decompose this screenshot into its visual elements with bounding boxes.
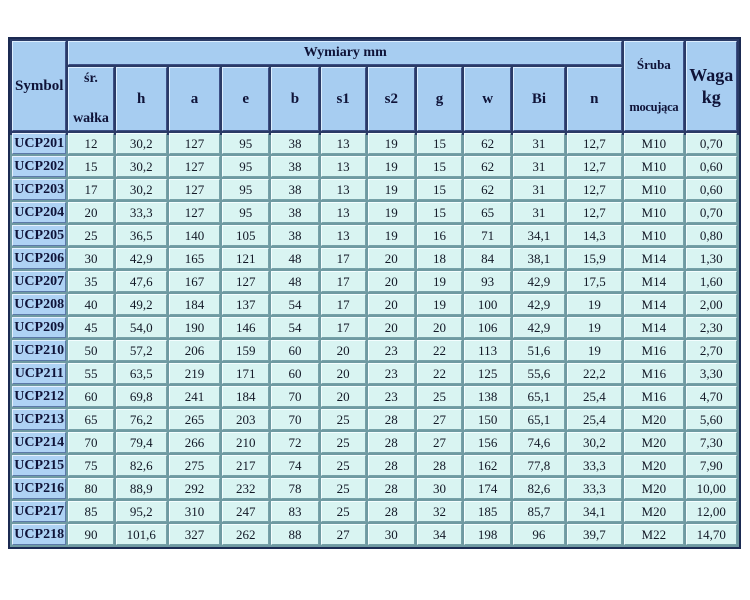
dimension-cell: 88,9: [116, 478, 167, 499]
dimension-cell: 70: [271, 386, 318, 407]
dimension-cell: 19: [368, 156, 415, 177]
dimension-cell: 82,6: [116, 455, 167, 476]
dimension-cell: 100: [464, 294, 511, 315]
dimension-cell: 146: [222, 317, 269, 338]
dimension-cell: 20: [417, 317, 462, 338]
table-row: [12, 156, 737, 177]
column-header-w: w: [464, 67, 511, 131]
column-header-a: a: [169, 67, 220, 131]
dimension-cell: M20: [624, 501, 684, 522]
screw-header-line2: mocująca: [629, 100, 679, 115]
row-symbol: UCP206: [12, 248, 66, 269]
dimension-cell: 15: [417, 133, 462, 154]
table-row: [12, 179, 737, 200]
dimension-cell: 127: [169, 133, 220, 154]
dimension-cell: 25: [321, 432, 366, 453]
dimension-cell: 22: [417, 340, 462, 361]
dimension-cell: 20: [321, 386, 366, 407]
dimension-cell: 72: [271, 432, 318, 453]
dimension-cell: 42,9: [513, 294, 564, 315]
dimension-cell: 38: [271, 202, 318, 223]
dimension-cell: 327: [169, 524, 220, 545]
dimension-cell: 42,9: [513, 317, 564, 338]
column-header-g: g: [417, 67, 462, 131]
weight-header-line2: kg: [701, 87, 721, 107]
screw-header-line1: Śruba: [636, 56, 671, 72]
dimension-cell: 30,2: [567, 432, 623, 453]
dimension-cell: 95: [222, 202, 269, 223]
dimension-cell: 184: [169, 294, 220, 315]
dimension-cell: 185: [464, 501, 511, 522]
dimension-cell: 25: [321, 501, 366, 522]
dimension-cell: 63,5: [116, 363, 167, 384]
dimension-cell: 1,60: [686, 271, 737, 292]
dimension-cell: 34: [417, 524, 462, 545]
dimension-cell: 165: [169, 248, 220, 269]
dimension-cell: 190: [169, 317, 220, 338]
dimension-cell: 12,7: [567, 202, 623, 223]
dimension-cell: 48: [271, 248, 318, 269]
dimension-cell: M14: [624, 294, 684, 315]
dimension-cell: 140: [169, 225, 220, 246]
dimension-cell: 28: [368, 409, 415, 430]
dimension-cell: 12,7: [567, 179, 623, 200]
dimension-cell: 42,9: [513, 271, 564, 292]
dimension-cell: 49,2: [116, 294, 167, 315]
dimension-cell: 55: [68, 363, 113, 384]
dimension-cell: 25,4: [567, 386, 623, 407]
dimension-cell: 51,6: [513, 340, 564, 361]
dimension-cell: 34,1: [567, 501, 623, 522]
dimension-cell: M16: [624, 386, 684, 407]
dimension-cell: 27: [417, 409, 462, 430]
column-header-shaft-diameter: [68, 67, 113, 131]
dimension-cell: 25: [321, 478, 366, 499]
dimension-cell: M10: [624, 156, 684, 177]
dimension-cell: 125: [464, 363, 511, 384]
dimension-cell: M16: [624, 340, 684, 361]
table-row: [12, 478, 737, 499]
dimension-cell: 39,7: [567, 524, 623, 545]
dimension-cell: 76,2: [116, 409, 167, 430]
dimension-cell: 65: [464, 202, 511, 223]
dimension-cell: 13: [321, 179, 366, 200]
dimension-cell: 62: [464, 156, 511, 177]
dimension-cell: 17: [321, 271, 366, 292]
dimension-cell: 13: [321, 202, 366, 223]
row-symbol: UCP210: [12, 340, 66, 361]
table-row: [12, 455, 737, 476]
dimension-cell: 25: [68, 225, 113, 246]
dimension-cell: 15: [417, 202, 462, 223]
row-symbol: UCP214: [12, 432, 66, 453]
dimension-cell: 40: [68, 294, 113, 315]
dimension-cell: 34,1: [513, 225, 564, 246]
dimension-cell: 4,70: [686, 386, 737, 407]
dimension-cell: 127: [169, 179, 220, 200]
dimension-cell: 54: [271, 317, 318, 338]
dimension-cell: 18: [417, 248, 462, 269]
dimension-cell: 69,8: [116, 386, 167, 407]
row-symbol: UCP215: [12, 455, 66, 476]
dimension-cell: 247: [222, 501, 269, 522]
dimension-cell: 19: [567, 340, 623, 361]
dimension-cell: 1,30: [686, 248, 737, 269]
dimension-cell: 162: [464, 455, 511, 476]
dimension-cell: 31: [513, 133, 564, 154]
dimension-cell: 80: [68, 478, 113, 499]
screw-header-lines: [625, 43, 683, 129]
row-symbol: UCP212: [12, 386, 66, 407]
dimension-cell: 30,2: [116, 133, 167, 154]
weight-header-line1: Waga: [689, 64, 734, 85]
dimension-cell: 0,70: [686, 133, 737, 154]
dimension-cell: M10: [624, 133, 684, 154]
dimension-cell: 14,3: [567, 225, 623, 246]
dimension-cell: 156: [464, 432, 511, 453]
header-row-group: [12, 41, 737, 65]
dimension-cell: 60: [271, 363, 318, 384]
dimension-cell: 19: [567, 317, 623, 338]
dimension-cell: 12,00: [686, 501, 737, 522]
row-symbol: UCP203: [12, 179, 66, 200]
dimension-cell: 85: [68, 501, 113, 522]
row-symbol: UCP208: [12, 294, 66, 315]
dimension-cell: 95: [222, 133, 269, 154]
dimension-cell: 19: [368, 179, 415, 200]
table-row: [12, 133, 737, 154]
row-symbol: UCP202: [12, 156, 66, 177]
dimension-cell: 16: [417, 225, 462, 246]
table-row: [12, 294, 737, 315]
dimension-cell: 13: [321, 225, 366, 246]
dimension-cell: 0,80: [686, 225, 737, 246]
dimension-cell: M20: [624, 478, 684, 499]
column-header-symbol: Symbol: [12, 41, 66, 131]
dimension-cell: 13: [321, 156, 366, 177]
dimension-cell: 42,9: [116, 248, 167, 269]
shaft-header-lines: [69, 68, 112, 130]
dimension-cell: 206: [169, 340, 220, 361]
dimension-cell: 127: [169, 156, 220, 177]
dimension-cell: 15: [417, 156, 462, 177]
dimension-cell: 85,7: [513, 501, 564, 522]
dimension-cell: 65,1: [513, 386, 564, 407]
dimension-cell: 60: [68, 386, 113, 407]
dimension-cell: 2,30: [686, 317, 737, 338]
dimension-cell: M14: [624, 271, 684, 292]
dimension-cell: 45: [68, 317, 113, 338]
dimension-cell: M10: [624, 225, 684, 246]
dimension-cell: 22: [417, 363, 462, 384]
shaft-header-line2: wałka: [73, 111, 109, 126]
row-symbol: UCP209: [12, 317, 66, 338]
dimension-cell: 35: [68, 271, 113, 292]
dimension-cell: 14,70: [686, 524, 737, 545]
dimension-cell: 7,30: [686, 432, 737, 453]
dimension-cell: 19: [567, 294, 623, 315]
dimension-cell: M16: [624, 363, 684, 384]
table-row: [12, 386, 737, 407]
dimension-cell: 137: [222, 294, 269, 315]
dimension-cell: 75: [68, 455, 113, 476]
dimension-cell: 17: [68, 179, 113, 200]
dimension-cell: 15: [417, 179, 462, 200]
dimension-cell: 30: [368, 524, 415, 545]
dimension-cell: 20: [321, 340, 366, 361]
dimension-cell: 20: [68, 202, 113, 223]
dimension-cell: 77,8: [513, 455, 564, 476]
dimension-cell: 19: [368, 225, 415, 246]
column-header-Bi: Bi: [513, 67, 564, 131]
dimension-cell: M20: [624, 455, 684, 476]
dimension-cell: 17: [321, 317, 366, 338]
row-symbol: UCP204: [12, 202, 66, 223]
row-symbol: UCP207: [12, 271, 66, 292]
dimension-cell: 28: [368, 478, 415, 499]
dimension-cell: 55,6: [513, 363, 564, 384]
table-row: [12, 363, 737, 384]
dimension-cell: M10: [624, 179, 684, 200]
dimension-cell: 113: [464, 340, 511, 361]
dimension-cell: 62: [464, 179, 511, 200]
dimension-cell: 30: [417, 478, 462, 499]
table-header: [12, 41, 737, 131]
dimension-cell: 30,2: [116, 179, 167, 200]
dimension-cell: 105: [222, 225, 269, 246]
dimension-cell: 138: [464, 386, 511, 407]
dimension-cell: 36,5: [116, 225, 167, 246]
dimension-cell: 65,1: [513, 409, 564, 430]
dimension-cell: 27: [417, 432, 462, 453]
dimension-cell: 38: [271, 133, 318, 154]
row-symbol: UCP216: [12, 478, 66, 499]
dimension-cell: 25: [417, 386, 462, 407]
dimension-cell: 32: [417, 501, 462, 522]
dimension-cell: 19: [417, 271, 462, 292]
dimension-cell: 84: [464, 248, 511, 269]
dimension-cell: 217: [222, 455, 269, 476]
dimension-cell: 12,7: [567, 133, 623, 154]
column-header-n: n: [567, 67, 623, 131]
dimension-cell: 121: [222, 248, 269, 269]
dimension-cell: 17: [321, 248, 366, 269]
dimension-cell: 30,2: [116, 156, 167, 177]
dimension-cell: 266: [169, 432, 220, 453]
dimension-cell: 310: [169, 501, 220, 522]
dimension-cell: 83: [271, 501, 318, 522]
dimension-cell: 74: [271, 455, 318, 476]
dimension-cell: 23: [368, 386, 415, 407]
dimension-cell: 5,60: [686, 409, 737, 430]
dimension-cell: 184: [222, 386, 269, 407]
dimension-cell: 106: [464, 317, 511, 338]
dimension-cell: 265: [169, 409, 220, 430]
dimension-cell: M20: [624, 409, 684, 430]
dimension-cell: 60: [271, 340, 318, 361]
dimension-cell: 13: [321, 133, 366, 154]
dimension-cell: 28: [417, 455, 462, 476]
dimension-cell: 54: [271, 294, 318, 315]
dimension-cell: 20: [368, 317, 415, 338]
dimension-cell: 19: [368, 133, 415, 154]
row-symbol: UCP217: [12, 501, 66, 522]
dimension-cell: 96: [513, 524, 564, 545]
row-symbol: UCP218: [12, 524, 66, 545]
table-row: [12, 340, 737, 361]
dimension-cell: 20: [368, 248, 415, 269]
dimension-cell: 93: [464, 271, 511, 292]
dimension-cell: 70: [68, 432, 113, 453]
dimension-cell: 2,00: [686, 294, 737, 315]
dimension-cell: 28: [368, 455, 415, 476]
dimension-cell: 48: [271, 271, 318, 292]
dimension-cell: 20: [368, 271, 415, 292]
dimension-cell: 0,70: [686, 202, 737, 223]
row-symbol: UCP201: [12, 133, 66, 154]
dimension-cell: 127: [169, 202, 220, 223]
dimension-cell: 2,70: [686, 340, 737, 361]
dimension-cell: 25,4: [567, 409, 623, 430]
table-row: [12, 225, 737, 246]
dimension-cell: 174: [464, 478, 511, 499]
column-header-e: e: [222, 67, 269, 131]
dimension-cell: 47,6: [116, 271, 167, 292]
dimension-cell: 23: [368, 363, 415, 384]
column-header-screw: [624, 41, 684, 131]
dimension-cell: 62: [464, 133, 511, 154]
dimension-cell: 3,30: [686, 363, 737, 384]
dimension-cell: 198: [464, 524, 511, 545]
row-symbol: UCP213: [12, 409, 66, 430]
dimension-cell: 33,3: [116, 202, 167, 223]
table-row: [12, 202, 737, 223]
dimension-cell: 50: [68, 340, 113, 361]
dimension-cell: 17,5: [567, 271, 623, 292]
dimension-cell: 167: [169, 271, 220, 292]
dimension-cell: 90: [68, 524, 113, 545]
dimension-cell: 7,90: [686, 455, 737, 476]
table-row: [12, 409, 737, 430]
dimension-cell: 27: [321, 524, 366, 545]
dimension-cell: 28: [368, 432, 415, 453]
dimension-cell: 57,2: [116, 340, 167, 361]
table-row: [12, 248, 737, 269]
dimension-cell: 127: [222, 271, 269, 292]
dimension-cell: 82,6: [513, 478, 564, 499]
dimension-cell: 292: [169, 478, 220, 499]
dimension-cell: 20: [368, 294, 415, 315]
dimension-cell: 241: [169, 386, 220, 407]
column-header-s1: s1: [321, 67, 366, 131]
dimension-cell: 70: [271, 409, 318, 430]
dimension-cell: 78: [271, 478, 318, 499]
dimension-cell: 28: [368, 501, 415, 522]
dimension-cell: 65: [68, 409, 113, 430]
dimension-cell: M22: [624, 524, 684, 545]
dimension-cell: 88: [271, 524, 318, 545]
dimension-cell: 15,9: [567, 248, 623, 269]
dimension-cell: 0,60: [686, 179, 737, 200]
dimension-cell: 15: [68, 156, 113, 177]
shaft-header-line1: śr.: [84, 71, 98, 86]
row-symbol: UCP211: [12, 363, 66, 384]
row-symbol: UCP205: [12, 225, 66, 246]
dimension-cell: 71: [464, 225, 511, 246]
table-row: [12, 501, 737, 522]
dimension-cell: 232: [222, 478, 269, 499]
table-body: [12, 133, 737, 545]
dimension-cell: M10: [624, 202, 684, 223]
dimension-cell: 219: [169, 363, 220, 384]
table-row: [12, 432, 737, 453]
dimension-cell: 25: [321, 409, 366, 430]
weight-header-lines: [687, 64, 736, 109]
dimension-cell: 171: [222, 363, 269, 384]
table-row: [12, 524, 737, 545]
column-header-h: h: [116, 67, 167, 131]
dimension-cell: M14: [624, 317, 684, 338]
dimension-cell: 19: [368, 202, 415, 223]
dimension-cell: 38: [271, 179, 318, 200]
dimension-cell: 30: [68, 248, 113, 269]
column-header-s2: s2: [368, 67, 415, 131]
column-header-weight: [686, 41, 737, 131]
dimension-cell: 38: [271, 156, 318, 177]
dimension-cell: 54,0: [116, 317, 167, 338]
dimension-cell: 25: [321, 455, 366, 476]
dimension-cell: 79,4: [116, 432, 167, 453]
dimension-cell: 262: [222, 524, 269, 545]
column-group-dimensions: Wymiary mm: [68, 41, 622, 65]
dimension-cell: 210: [222, 432, 269, 453]
dimension-cell: 17: [321, 294, 366, 315]
dimension-cell: 275: [169, 455, 220, 476]
dimension-cell: 12: [68, 133, 113, 154]
bearing-spec-table: [8, 37, 741, 549]
dimension-cell: 38,1: [513, 248, 564, 269]
table-row: [12, 271, 737, 292]
dimension-cell: 23: [368, 340, 415, 361]
dimension-cell: 19: [417, 294, 462, 315]
dimension-cell: 33,3: [567, 455, 623, 476]
table-row: [12, 317, 737, 338]
dimension-cell: 12,7: [567, 156, 623, 177]
dimension-cell: 22,2: [567, 363, 623, 384]
column-header-b: b: [271, 67, 318, 131]
dimension-cell: M20: [624, 432, 684, 453]
dimension-cell: 203: [222, 409, 269, 430]
dimension-cell: 95: [222, 179, 269, 200]
dimension-cell: 159: [222, 340, 269, 361]
dimension-cell: 95,2: [116, 501, 167, 522]
dimension-cell: M14: [624, 248, 684, 269]
dimension-cell: 31: [513, 179, 564, 200]
dimension-cell: 95: [222, 156, 269, 177]
dimension-cell: 31: [513, 156, 564, 177]
dimension-cell: 101,6: [116, 524, 167, 545]
dimension-cell: 33,3: [567, 478, 623, 499]
dimension-cell: 31: [513, 202, 564, 223]
dimension-cell: 10,00: [686, 478, 737, 499]
dimension-cell: 20: [321, 363, 366, 384]
dimension-cell: 38: [271, 225, 318, 246]
dimension-cell: 74,6: [513, 432, 564, 453]
dimension-cell: 150: [464, 409, 511, 430]
dimension-cell: 0,60: [686, 156, 737, 177]
